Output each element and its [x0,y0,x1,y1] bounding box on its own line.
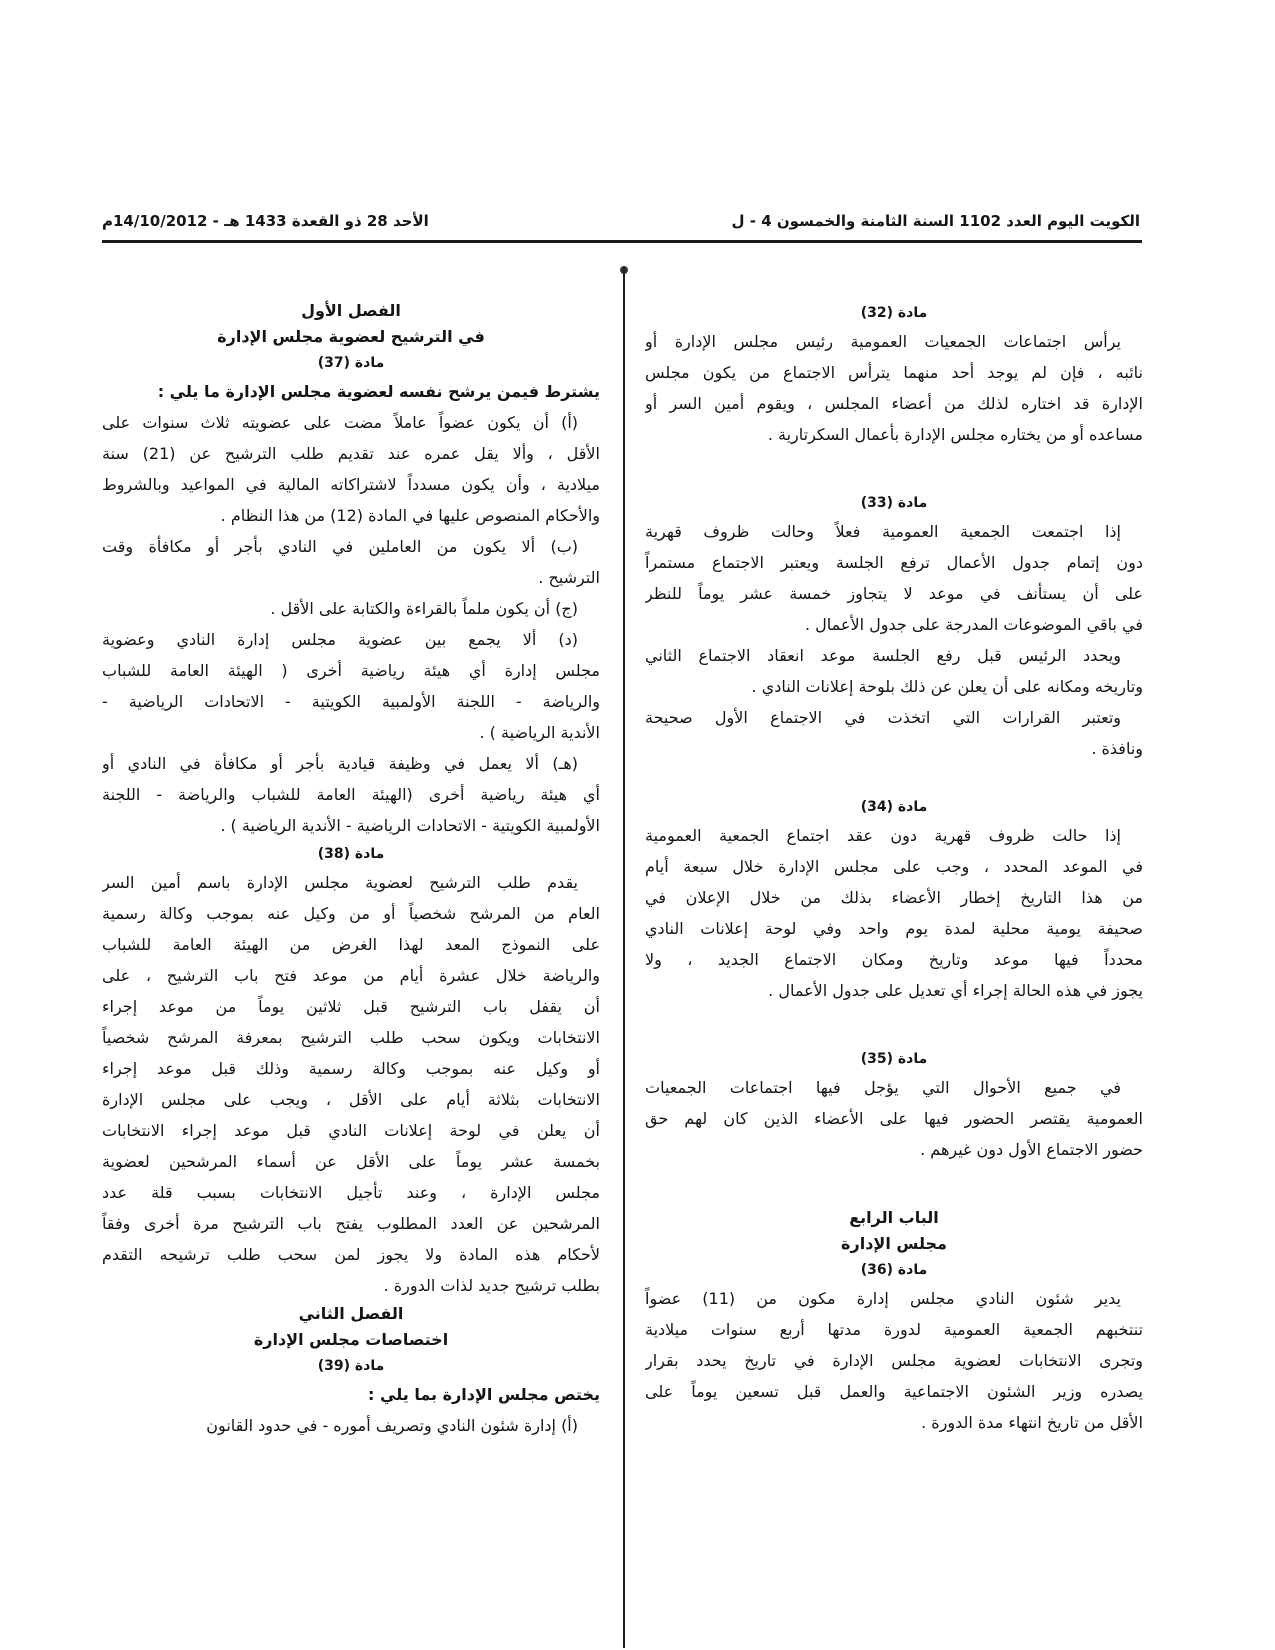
article-38-line: بطلب ترشيح جديد لذات الدورة . [383,1276,600,1295]
article-37-line: والأحكام المنصوص عليها في المادة (12) من هذا النظام . [220,506,600,525]
article-37-line: (ب) ألا يكون من العاملين في النادي بأجر أو مكافأة وقت [102,537,578,556]
section-1-title: الفصل الأول [301,301,401,320]
chapter-4-subtitle: مجلس الإدارة [841,1234,947,1253]
article-33-line: وتعتبر القرارات التي اتخذت في الاجتماع الأول صحيحة [645,708,1121,727]
chapter-4-title: الباب الرابع [849,1208,939,1227]
article-35-line: في جميع الأحوال التي يؤجل فيها اجتماعات الجمعيات [645,1078,1121,1097]
header-publication: الكويت اليوم العدد 1102 السنة الثامنة والخمسون 4 - ل [731,212,1140,230]
article-34-line: محدداً فيها موعد وتاريخ ومكان الاجتماع الجديد ، ولا [645,950,1143,969]
article-32-line: يرأس اجتماعات الجمعيات العمومية رئيس مجلس الإدارة أو [645,332,1121,351]
article-37-intro: يشترط فيمن يرشح نفسه لعضوية مجلس الإدارة ما يلي : [157,382,600,401]
left-column [102,298,600,1441]
article-37-line: الأندية الرياضية ) . [479,723,600,742]
article-33-line: إذا اجتمعت الجمعية العمومية فعلاً وحالت ظروف قهرية [645,522,1121,541]
article-36-title: مادة (36) [860,1262,928,1278]
right-column [645,300,1143,1438]
article-37-line: مجلس إدارة أي هيئة رياضية أخرى ( الهيئة العامة للشباب [102,661,600,680]
article-33-line: على أن يستأنف في موعد لا يتجاوز خمسة عشر يوماً للنظر [645,584,1143,603]
header-rule [102,240,1142,243]
article-34-title: مادة (34) [860,799,928,815]
header-date: الأحد 28 ذو القعدة 1433 هـ - 14/10/2012م [102,212,429,230]
article-37-line: ميلادية ، وأن يكون مسدداً لاشتراكاته المالية في المواعيد وبالشروط [102,475,600,494]
article-33-line: في باقي الموضوعات المدرجة على جدول الأعمال . [804,615,1143,634]
article-38-line: لأحكام هذه المادة ولا يجوز لمن سحب طلب ترشيحه التقدم [102,1245,600,1264]
article-37-line: (د) ألا يجمع بين عضوية مجلس إدارة النادي وعضوية [102,630,578,649]
article-32-title: مادة (32) [860,305,928,321]
article-38-line: يقدم طلب الترشيح لعضوية مجلس الإدارة باسم أمين السر [102,873,578,892]
article-38-line: بخمسة عشر يوماً على الأقل عن أسماء المرشحين لعضوية [102,1152,600,1171]
article-33-line: ويحدد الرئيس قبل رفع الجلسة موعد انعقاد الاجتماع الثاني [645,646,1121,665]
article-34-line: في الموعد المحدد ، وجب على مجلس الإدارة خلال سبعة أيام [645,857,1143,876]
article-35-line: العمومية يقتصر الحضور فيها على الأعضاء الذين كان لهم حق [645,1109,1143,1128]
article-36-line: يصدره وزير الشئون الاجتماعية والعمل قبل تسعين يوماً على [645,1382,1143,1401]
article-37-line: الترشيح . [538,568,600,587]
article-37-line: (أ) أن يكون عضواً عاملاً مضت على عضويته ثلاث سنوات على [102,413,578,432]
article-37-line: (ج) أن يكون ملماً بالقراءة والكتابة على الأقل . [270,599,578,618]
article-39-intro: يختص مجلس الإدارة بما يلي : [368,1385,600,1404]
article-32-line: الإدارة قد اختاره لذلك من أعضاء المجلس ، ويقوم أمين السر أو [645,394,1143,413]
article-37-title: مادة (37) [317,355,385,371]
section-2-title: الفصل الثاني [298,1304,404,1323]
section-1-subtitle: في الترشيح لعضوية مجلس الإدارة [217,327,485,346]
article-35-line: حضور الاجتماع الأول دون غيرهم . [920,1140,1143,1159]
column-divider [623,268,625,1648]
article-36-line: وتجرى الانتخابات لعضوية مجلس الإدارة في تاريخ يحدد بقرار [645,1351,1143,1370]
article-38-line: والرياضة خلال عشرة أيام من موعد فتح باب الترشيح ، على [102,966,600,985]
article-38-line: الانتخابات ويكون سحب طلب الترشيح بمعرفة المرشح شخصياً [102,1028,600,1047]
article-39-title: مادة (39) [317,1358,385,1374]
article-37-line: الأقل ، وألا يقل عمره عند تقديم طلب الترشيح عن (21) سنة [102,444,600,463]
article-35-title: مادة (35) [860,1051,928,1067]
article-38-line: الانتخابات بثلاثة أيام على الأقل ، ويجب على مجلس الإدارة [102,1090,600,1109]
article-33-line: ونافذة . [1091,739,1143,758]
article-37-line: الأولمبية الكويتية - الاتحادات الرياضية - الأندية الرياضية ) . [220,816,600,835]
article-34-line: إذا حالت ظروف قهرية دون عقد اجتماع الجمعية العمومية [645,826,1121,845]
article-34-line: من هذا التاريخ إخطار الأعضاء بذلك من خلال الإعلان في [645,888,1143,907]
article-33-line: دون إتمام جدول الأعمال ترفع الجلسة ويعتبر الاجتماع مستمراً [645,553,1143,572]
article-38-line: أن يقفل باب الترشيح قبل ثلاثين يوماً من موعد إجراء [102,997,600,1016]
article-34-line: يجوز في هذه الحالة إجراء أي تعديل على جدول الأعمال . [768,981,1143,1000]
article-37-line: أي هيئة رياضية أخرى (الهيئة العامة للشباب والرياضة - اللجنة [102,785,600,804]
article-38-line: العام من المرشح شخصياً أو من وكيل عنه بموجب وكالة رسمية [102,904,600,923]
article-37-line: والرياضة - اللجنة الأولمبية الكويتية - الاتحادات الرياضية - [102,692,600,711]
article-37-line: (هـ) ألا يعمل في وظيفة قيادية بأجر أو مكافأة في النادي أو [102,754,578,773]
article-34-line: صحيفة يومية محلية لمدة يوم واحد وفي لوحة إعلانات النادي [645,919,1143,938]
article-33-title: مادة (33) [860,495,928,511]
article-36-line: تنتخبهم الجمعية العمومية لدورة مدتها أربع سنوات ميلادية [645,1320,1143,1339]
article-32-line: مساعده أو من يختاره مجلس الإدارة بأعمال السكرتارية . [767,425,1143,444]
article-38-line: أن يعلن في لوحة إعلانات النادي قبل موعد إجراء الانتخابات [102,1121,600,1140]
section-2-subtitle: اختصاصات مجلس الإدارة [253,1330,449,1349]
article-36-line: الأقل من تاريخ انتهاء مدة الدورة . [921,1413,1143,1432]
article-38-line: المرشحين عن العدد المطلوب يفتح باب الترشيح مرة أخرى وفقاً [102,1214,600,1233]
article-36-line: يدير شئون النادي مجلس إدارة مكون من (11) عضواً [645,1289,1121,1308]
article-38-line: مجلس الإدارة ، وعند تأجيل الانتخابات بسبب قلة عدد [102,1183,600,1202]
article-39-line: (أ) إدارة شئون النادي وتصريف أموره - في حدود القانون [206,1416,578,1435]
article-38-line: أو وكيل عنه بموجب وكالة رسمية وذلك قبل موعد إجراء [102,1059,600,1078]
article-33-line: وتاريخه ومكانه على أن يعلن عن ذلك بلوحة إعلانات النادي . [751,677,1143,696]
article-38-line: على النموذج المعد لهذا الغرض من الهيئة العامة للشباب [102,935,600,954]
article-32-line: نائبه ، فإن لم يوجد أحد منهما يترأس الاجتماع من يكون مجلس [645,363,1143,382]
article-38-title: مادة (38) [317,846,385,862]
